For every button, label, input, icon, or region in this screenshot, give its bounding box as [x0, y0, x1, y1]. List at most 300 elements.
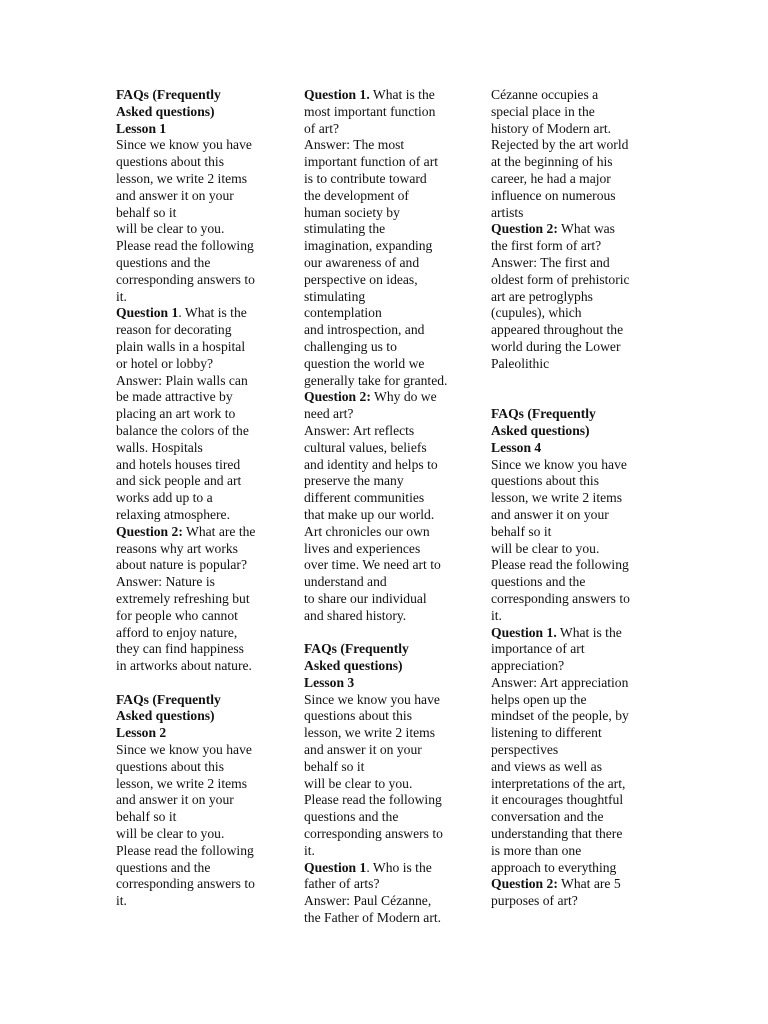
text-line [491, 305, 630, 322]
body-text: questions about this [116, 154, 224, 170]
body-text: appeared throughout the [491, 322, 624, 338]
text-line [304, 188, 447, 205]
text-line [304, 238, 447, 255]
text-line [116, 255, 255, 272]
body-text: (cupules), which [491, 305, 582, 321]
body-text: be made attractive by [116, 389, 233, 405]
body-text: balance the colors of the [116, 422, 249, 438]
body-text: over time. We need art to [304, 557, 441, 573]
text-line [491, 188, 630, 205]
text-line [304, 893, 447, 910]
body-text: is to contribute toward [304, 170, 427, 186]
body-text: questions and the [491, 574, 586, 590]
text-line [116, 339, 255, 356]
text-line [116, 104, 255, 121]
text-line [304, 591, 447, 608]
text-line [491, 154, 630, 171]
text-line [491, 843, 630, 860]
body-text: preserve the many [304, 473, 404, 489]
body-text: Answer: The first and [491, 254, 610, 270]
body-text: Rejected by the art world [491, 137, 629, 153]
body-text: special place in the [491, 103, 595, 119]
text-line [304, 708, 447, 725]
text-line [491, 759, 630, 776]
text-line [491, 457, 630, 474]
text-line [304, 692, 447, 709]
body-text: mindset of the people, by [491, 708, 629, 724]
text-line [116, 860, 255, 877]
body-text: lesson, we write 2 items [116, 775, 248, 791]
body-text: to share our individual [304, 590, 427, 606]
text-line [491, 507, 630, 524]
text-line [304, 910, 447, 927]
body-text: relaxing atmosphere. [116, 506, 230, 522]
bold-text: Question 2: [491, 221, 558, 237]
text-line [491, 541, 630, 558]
bold-text: FAQs (Frequently [491, 406, 596, 422]
body-text: questions about this [491, 473, 599, 489]
body-text: importance of art [491, 641, 585, 657]
body-text: behalf so it [116, 809, 177, 825]
body-text: Answer: Nature is [116, 574, 215, 590]
text-line [304, 725, 447, 742]
text-line [304, 860, 447, 877]
body-text: Since we know you have [116, 742, 252, 758]
text-line [116, 272, 255, 289]
body-text: Answer: Art appreciation [491, 674, 629, 690]
body-text: and introspection, and [304, 322, 425, 338]
text-line [491, 625, 630, 642]
text-line [491, 893, 630, 910]
body-text: Since we know you have [116, 137, 252, 153]
body-text: questions and the [116, 859, 211, 875]
body-text: What are 5 [557, 876, 621, 892]
text-line [304, 423, 447, 440]
body-text: listening to different [491, 725, 602, 741]
body-text: important function of art [304, 154, 439, 170]
bold-text: FAQs (Frequently [304, 641, 409, 657]
body-text: career, he had a major [491, 170, 611, 186]
body-text: and shared history. [304, 607, 407, 623]
body-text: artists [491, 204, 524, 220]
text-line [491, 121, 630, 138]
body-text: appreciation? [491, 658, 565, 674]
body-text: What is the [556, 624, 622, 640]
text-line [491, 557, 630, 574]
text-line [491, 692, 630, 709]
text-line [304, 759, 447, 776]
body-text: cultural values, beliefs [304, 439, 427, 455]
paragraph-gap [116, 675, 255, 692]
text-line [491, 137, 630, 154]
text-line [491, 356, 630, 373]
body-text: generally take for granted. [304, 372, 448, 388]
body-text: influence on numerous [491, 187, 616, 203]
text-line [116, 725, 255, 742]
text-line [116, 742, 255, 759]
text-line [116, 289, 255, 306]
bold-text: Question 2: [491, 876, 558, 892]
body-text: reasons why art works [116, 540, 238, 556]
body-text: and views as well as [491, 758, 602, 774]
body-text: it. [304, 842, 315, 858]
text-line [304, 876, 447, 893]
bold-text: Question 2: [116, 523, 183, 539]
bold-text: FAQs (Frequently [116, 87, 221, 102]
body-text: and answer it on your [304, 742, 422, 758]
column-2 [304, 87, 447, 927]
body-text: Paleolithic [491, 355, 550, 371]
text-line [116, 557, 255, 574]
body-text: will be clear to you. [116, 221, 225, 237]
text-line [116, 876, 255, 893]
text-line [116, 893, 255, 910]
text-line [116, 843, 255, 860]
body-text: helps open up the [491, 691, 587, 707]
text-line [116, 137, 255, 154]
body-text: placing an art work to [116, 406, 236, 422]
body-text: Answer: Paul Cézanne, [304, 893, 432, 909]
body-text: conversation and the [491, 809, 604, 825]
text-line [304, 305, 447, 322]
body-text: it. [116, 288, 127, 304]
text-line [304, 322, 447, 339]
body-text: they can find happiness [116, 641, 244, 657]
body-text: purposes of art? [491, 893, 578, 909]
body-text: need art? [304, 406, 354, 422]
text-line [491, 742, 630, 759]
body-text: is more than one [491, 842, 582, 858]
text-line [491, 574, 630, 591]
body-text: stimulating [304, 288, 366, 304]
text-line [116, 574, 255, 591]
text-line [116, 154, 255, 171]
text-line [304, 457, 447, 474]
text-line [304, 389, 447, 406]
text-line [304, 490, 447, 507]
bold-text: Lesson 4 [491, 439, 542, 455]
text-line [116, 625, 255, 642]
body-text: it. [116, 893, 127, 909]
body-text: understanding that there [491, 826, 623, 842]
text-line [116, 205, 255, 222]
body-text: of art? [304, 120, 340, 136]
body-text: art are petroglyphs [491, 288, 593, 304]
body-text: questions about this [116, 758, 224, 774]
bold-text: Question 1 [304, 859, 367, 875]
text-line [116, 238, 255, 255]
body-text: it. [491, 607, 502, 623]
text-line [491, 87, 630, 104]
text-line [491, 876, 630, 893]
text-line [116, 776, 255, 793]
text-line [116, 457, 255, 474]
body-text: Cézanne occupies a [491, 87, 599, 102]
bold-text: Asked questions) [116, 708, 215, 724]
text-line [116, 440, 255, 457]
body-text: corresponding answers to [304, 826, 443, 842]
text-line [491, 776, 630, 793]
bold-text: Lesson 2 [116, 725, 167, 741]
text-line [116, 507, 255, 524]
column-3 [491, 87, 630, 910]
text-line [304, 339, 447, 356]
text-line [304, 843, 447, 860]
text-line [491, 171, 630, 188]
text-line [116, 809, 255, 826]
body-text: and answer it on your [116, 187, 234, 203]
body-text: world during the Lower [491, 338, 621, 354]
text-line [116, 356, 255, 373]
text-line [116, 188, 255, 205]
text-line [116, 473, 255, 490]
bold-text: FAQs (Frequently [116, 691, 221, 707]
body-text: contemplation [304, 305, 382, 321]
body-text: extremely refreshing but [116, 590, 250, 606]
body-text: about nature is popular? [116, 557, 247, 573]
text-line [116, 171, 255, 188]
body-text: . What is the [178, 305, 247, 321]
text-line [491, 809, 630, 826]
body-text: lesson, we write 2 items [116, 170, 248, 186]
text-line [491, 473, 630, 490]
text-line [116, 608, 255, 625]
text-line [491, 641, 630, 658]
text-line [116, 121, 255, 138]
body-text: afford to enjoy nature, [116, 624, 238, 640]
body-text: behalf so it [491, 523, 552, 539]
body-text: and sick people and art [116, 473, 242, 489]
bold-text: Question 1 [116, 305, 179, 321]
text-line [304, 641, 447, 658]
body-text: . Who is the [366, 859, 432, 875]
body-text: human society by [304, 204, 400, 220]
column-1 [116, 87, 255, 910]
text-line [491, 339, 630, 356]
text-line [491, 423, 630, 440]
text-line [116, 490, 255, 507]
paragraph-gap [304, 625, 447, 642]
body-text: or hotel or lobby? [116, 355, 214, 371]
body-text: perspectives [491, 742, 559, 758]
paragraph-gap [491, 373, 630, 390]
body-text: Answer: The most [304, 137, 405, 153]
body-text: and identity and helps to [304, 456, 438, 472]
body-text: stimulating the [304, 221, 386, 237]
bold-text: Asked questions) [304, 658, 403, 674]
body-text: oldest form of prehistoric [491, 271, 630, 287]
body-text: lesson, we write 2 items [491, 490, 623, 506]
text-line [304, 255, 447, 272]
bold-text: Lesson 1 [116, 120, 167, 136]
body-text: will be clear to you. [491, 540, 600, 556]
text-line [116, 692, 255, 709]
text-line [491, 725, 630, 742]
text-line [491, 255, 630, 272]
body-text: for people who cannot [116, 607, 238, 623]
text-line [304, 121, 447, 138]
body-text: understand and [304, 574, 387, 590]
text-line [304, 574, 447, 591]
body-text: at the beginning of his [491, 154, 613, 170]
body-text: reason for decorating [116, 322, 232, 338]
body-text: in artworks about nature. [116, 658, 252, 674]
body-text: corresponding answers to [491, 590, 630, 606]
body-text: Please read the following [491, 557, 629, 573]
body-text: father of arts? [304, 876, 380, 892]
body-text: questions and the [304, 809, 399, 825]
text-line [116, 658, 255, 675]
text-line [491, 406, 630, 423]
text-line [116, 591, 255, 608]
body-text: lesson, we write 2 items [304, 725, 436, 741]
text-line [304, 137, 447, 154]
body-text: perspective on ideas, [304, 271, 418, 287]
body-text: interpretations of the art, [491, 775, 626, 791]
body-text: lives and experiences [304, 540, 421, 556]
body-text: the first form of art? [491, 238, 602, 254]
text-line [491, 205, 630, 222]
text-line [116, 524, 255, 541]
body-text: imagination, expanding [304, 238, 433, 254]
text-line [304, 440, 447, 457]
body-text: plain walls in a hospital [116, 338, 246, 354]
text-line [491, 675, 630, 692]
body-text: Please read the following [116, 842, 254, 858]
text-line [304, 541, 447, 558]
body-text: walls. Hospitals [116, 439, 203, 455]
bold-text: Asked questions) [491, 422, 590, 438]
body-text: Since we know you have [304, 691, 440, 707]
text-line [491, 322, 630, 339]
body-text: it encourages thoughtful [491, 792, 624, 808]
text-line [304, 473, 447, 490]
body-text: and answer it on your [491, 506, 609, 522]
text-line [116, 406, 255, 423]
body-text: will be clear to you. [116, 826, 225, 842]
text-line [304, 776, 447, 793]
body-text: different communities [304, 490, 425, 506]
body-text: our awareness of and [304, 254, 420, 270]
text-line [304, 205, 447, 222]
text-line [304, 406, 447, 423]
body-text: works add up to a [116, 490, 213, 506]
text-line [304, 171, 447, 188]
text-line [304, 356, 447, 373]
text-line [304, 289, 447, 306]
text-line [116, 87, 255, 104]
text-line [491, 826, 630, 843]
text-line [116, 221, 255, 238]
body-text: questions and the [116, 254, 211, 270]
text-line [491, 490, 630, 507]
text-line [491, 104, 630, 121]
text-line [304, 507, 447, 524]
text-line [491, 289, 630, 306]
bold-text: Lesson 3 [304, 674, 355, 690]
text-line [491, 608, 630, 625]
body-text: Answer: Art reflects [304, 422, 415, 438]
body-text: the Father of Modern art. [304, 910, 442, 926]
text-line [491, 524, 630, 541]
body-text: What is the [369, 87, 435, 102]
text-line [304, 675, 447, 692]
text-line [116, 389, 255, 406]
text-line [304, 104, 447, 121]
bold-text: Question 2: [304, 389, 371, 405]
paragraph-gap [491, 389, 630, 406]
text-line [116, 322, 255, 339]
text-line [491, 792, 630, 809]
body-text: challenging us to [304, 338, 397, 354]
text-line [491, 272, 630, 289]
text-line [116, 423, 255, 440]
body-text: and answer it on your [116, 792, 234, 808]
text-line [304, 658, 447, 675]
body-text: Please read the following [304, 792, 442, 808]
body-text: the development of [304, 187, 409, 203]
text-line [491, 708, 630, 725]
text-line [116, 759, 255, 776]
text-line [304, 742, 447, 759]
text-line [491, 658, 630, 675]
body-text: Please read the following [116, 238, 254, 254]
text-line [304, 524, 447, 541]
text-line [304, 826, 447, 843]
body-text: behalf so it [304, 758, 365, 774]
body-text: that make up our world. [304, 506, 435, 522]
text-line [304, 809, 447, 826]
text-line [491, 440, 630, 457]
text-line [304, 373, 447, 390]
text-line [304, 792, 447, 809]
body-text: What was [557, 221, 615, 237]
text-line [491, 860, 630, 877]
text-line [116, 792, 255, 809]
body-text: corresponding answers to [116, 876, 255, 892]
body-text: and hotels houses tired [116, 456, 241, 472]
bold-text: Question 1. [304, 87, 370, 102]
body-text: Answer: Plain walls can [116, 372, 248, 388]
text-line [304, 608, 447, 625]
bold-text: Asked questions) [116, 103, 215, 119]
body-text: history of Modern art. [491, 120, 612, 136]
bold-text: Question 1. [491, 624, 557, 640]
text-line [491, 238, 630, 255]
body-text: Why do we [370, 389, 437, 405]
text-line [116, 373, 255, 390]
text-line [304, 154, 447, 171]
body-text: question the world we [304, 355, 425, 371]
text-line [304, 272, 447, 289]
text-line [116, 708, 255, 725]
text-line [491, 221, 630, 238]
text-line [116, 541, 255, 558]
text-line [116, 641, 255, 658]
body-text: What are the [182, 523, 256, 539]
body-text: will be clear to you. [304, 775, 413, 791]
text-line [304, 221, 447, 238]
body-text: questions about this [304, 708, 412, 724]
text-line [304, 557, 447, 574]
text-line [116, 305, 255, 322]
body-text: most important function [304, 103, 436, 119]
text-line [116, 826, 255, 843]
text-line [304, 87, 447, 104]
body-text: corresponding answers to [116, 271, 255, 287]
body-text: approach to everything [491, 859, 617, 875]
body-text: behalf so it [116, 204, 177, 220]
